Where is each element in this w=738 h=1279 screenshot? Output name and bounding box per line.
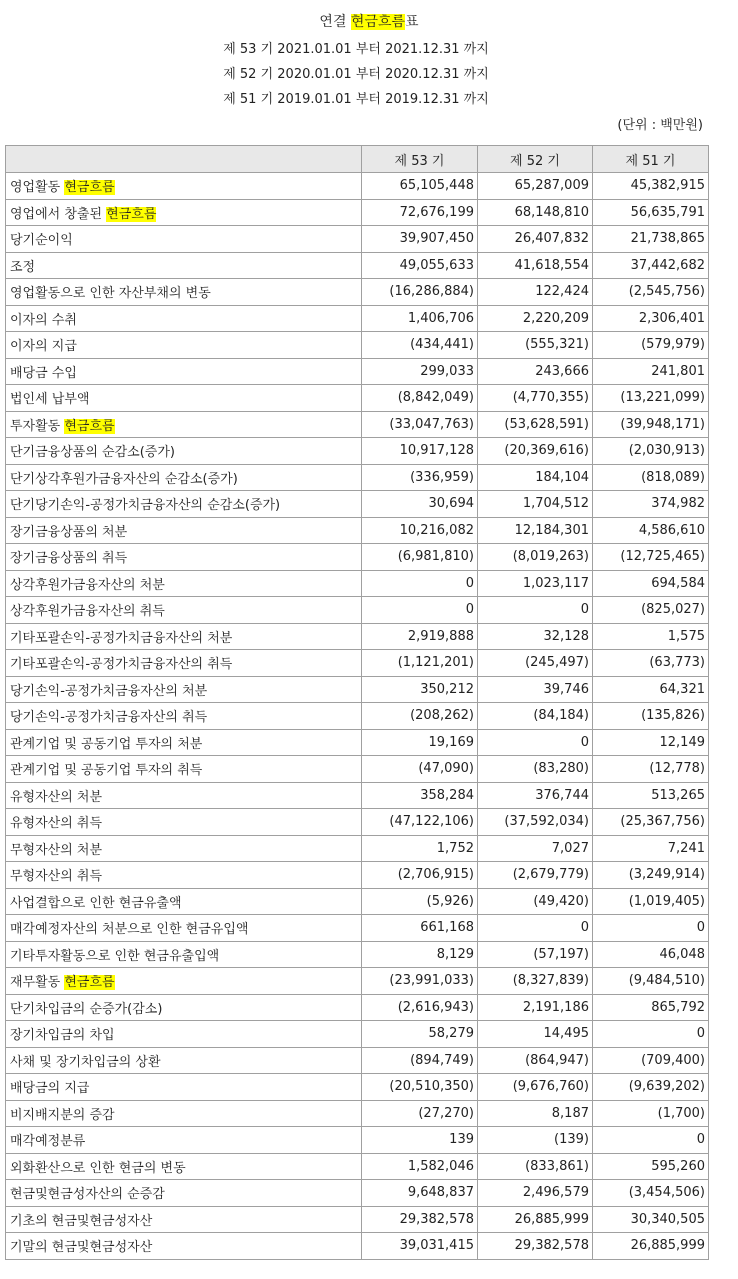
row-label: [6, 809, 362, 836]
row-label-text: 관계기업 및 공동기업 투자의 처분: [10, 736, 203, 752]
value-cell-52: (84,184): [478, 703, 593, 730]
cash-flow-table: [5, 145, 709, 1260]
row-label: [6, 332, 362, 359]
table-row: [6, 385, 709, 412]
row-label-text: 배당금 수입: [10, 365, 77, 381]
row-label-text: 매각예정자산의 처분으로 인한 현금유입액: [10, 922, 249, 938]
table-row: [6, 491, 709, 518]
value-cell-53: (2,706,915): [362, 862, 478, 889]
value-cell-53: (1,121,201): [362, 650, 478, 677]
row-label-text: 비지배지분의 증감: [10, 1107, 115, 1123]
value-cell-52: 2,220,209: [478, 305, 593, 332]
table-body: [6, 173, 709, 1260]
value-cell-51: 241,801: [593, 358, 709, 385]
row-label-text: 장기차입금의 차입: [10, 1028, 115, 1044]
value-cell-53: (27,270): [362, 1100, 478, 1127]
value-cell-51: 865,792: [593, 994, 709, 1021]
value-cell-53: 72,676,199: [362, 199, 478, 226]
value-cell-53: 65,105,448: [362, 173, 478, 200]
table-header-row: [6, 146, 709, 173]
value-cell-52: 376,744: [478, 782, 593, 809]
value-cell-51: (9,639,202): [593, 1074, 709, 1101]
value-cell-51: 37,442,682: [593, 252, 709, 279]
value-cell-53: (20,510,350): [362, 1074, 478, 1101]
table-row: [6, 517, 709, 544]
value-cell-53: 299,033: [362, 358, 478, 385]
value-cell-53: (208,262): [362, 703, 478, 730]
row-label: [6, 676, 362, 703]
value-cell-52: 29,382,578: [478, 1233, 593, 1260]
table-row: [6, 862, 709, 889]
row-label-text: 기타투자활동으로 인한 현금유출입액: [10, 948, 220, 964]
row-label-text: 사채 및 장기차입금의 상환: [10, 1054, 161, 1070]
table-row: [6, 703, 709, 730]
value-cell-51: 694,584: [593, 570, 709, 597]
value-cell-51: 513,265: [593, 782, 709, 809]
value-cell-51: (25,367,756): [593, 809, 709, 836]
row-label: [6, 1074, 362, 1101]
row-label: [6, 941, 362, 968]
value-cell-51: 1,575: [593, 623, 709, 650]
value-cell-51: (818,089): [593, 464, 709, 491]
row-label: [6, 782, 362, 809]
table-row: [6, 358, 709, 385]
row-label: [6, 968, 362, 995]
value-cell-53: 29,382,578: [362, 1206, 478, 1233]
row-label-text: 기초의 현금및현금성자산: [10, 1213, 153, 1229]
value-cell-53: 139: [362, 1127, 478, 1154]
value-cell-53: 1,752: [362, 835, 478, 862]
value-cell-53: 30,694: [362, 491, 478, 518]
row-label-text: 기타포괄손익-공정가치금융자산의 처분: [10, 630, 233, 646]
value-cell-51: 46,048: [593, 941, 709, 968]
value-cell-51: 21,738,865: [593, 226, 709, 253]
table-row: [6, 835, 709, 862]
row-label-text: 영업활동으로 인한 자산부채의 변동: [10, 286, 211, 302]
value-cell-52: 2,496,579: [478, 1180, 593, 1207]
table-row: [6, 1127, 709, 1154]
row-label: [6, 1206, 362, 1233]
row-label: [6, 491, 362, 518]
row-label: [6, 279, 362, 306]
unit-label: (단위 : 백만원): [617, 118, 703, 133]
value-cell-52: 0: [478, 915, 593, 942]
value-cell-52: 243,666: [478, 358, 593, 385]
value-cell-53: 8,129: [362, 941, 478, 968]
value-cell-52: 32,128: [478, 623, 593, 650]
value-cell-51: (39,948,171): [593, 411, 709, 438]
row-label-text: 상각후원가금융자산의 취득: [10, 604, 165, 620]
row-label: [6, 756, 362, 783]
table-row: [6, 332, 709, 359]
row-label: [6, 597, 362, 624]
row-label: [6, 703, 362, 730]
row-label: [6, 1153, 362, 1180]
table-row: [6, 464, 709, 491]
value-cell-51: 595,260: [593, 1153, 709, 1180]
row-label-highlight: 현금흐름: [64, 418, 115, 434]
value-cell-51: 64,321: [593, 676, 709, 703]
table-row: [6, 676, 709, 703]
value-cell-51: (3,249,914): [593, 862, 709, 889]
row-label-text: 유형자산의 취득: [10, 816, 103, 832]
value-cell-52: 65,287,009: [478, 173, 593, 200]
row-label-text: 단기차입금의 순증가(감소): [10, 1001, 163, 1017]
row-label: [6, 226, 362, 253]
value-cell-52: (139): [478, 1127, 593, 1154]
header-col-51: 제 51 기: [593, 146, 709, 173]
value-cell-52: (83,280): [478, 756, 593, 783]
value-cell-52: 8,187: [478, 1100, 593, 1127]
value-cell-53: 358,284: [362, 782, 478, 809]
value-cell-51: 0: [593, 1021, 709, 1048]
table-row: [6, 729, 709, 756]
row-label: [6, 199, 362, 226]
table-row: [6, 941, 709, 968]
row-label-text: 영업활동: [10, 180, 65, 196]
value-cell-53: (33,047,763): [362, 411, 478, 438]
row-label-text: 단기당기손익-공정가치금융자산의 순감소(증가): [10, 498, 281, 514]
value-cell-51: 0: [593, 1127, 709, 1154]
value-cell-51: (825,027): [593, 597, 709, 624]
row-label-text: 단기상각후원가금융자산의 순감소(증가): [10, 471, 238, 487]
row-label: [6, 729, 362, 756]
title-highlight: 현금흐름: [350, 14, 406, 30]
value-cell-52: (57,197): [478, 941, 593, 968]
value-cell-51: 4,586,610: [593, 517, 709, 544]
table-row: [6, 1206, 709, 1233]
row-label-text: 배당금의 지급: [10, 1081, 90, 1097]
value-cell-53: 1,582,046: [362, 1153, 478, 1180]
value-cell-51: (2,545,756): [593, 279, 709, 306]
table-row: [6, 623, 709, 650]
value-cell-52: (9,676,760): [478, 1074, 593, 1101]
value-cell-53: (434,441): [362, 332, 478, 359]
row-label: [6, 305, 362, 332]
value-cell-52: 68,148,810: [478, 199, 593, 226]
value-cell-51: (12,778): [593, 756, 709, 783]
value-cell-52: (4,770,355): [478, 385, 593, 412]
table-row: [6, 782, 709, 809]
table-row: [6, 544, 709, 571]
row-label-text: 매각예정분류: [10, 1134, 86, 1150]
row-label: [6, 623, 362, 650]
value-cell-53: 39,031,415: [362, 1233, 478, 1260]
value-cell-52: (8,019,263): [478, 544, 593, 571]
value-cell-53: 0: [362, 570, 478, 597]
row-label-text: 법인세 납부액: [10, 392, 90, 408]
row-label: [6, 1047, 362, 1074]
value-cell-51: 374,982: [593, 491, 709, 518]
row-label-text: 관계기업 및 공동기업 투자의 취득: [10, 763, 203, 779]
row-label-text: 상각후원가금융자산의 처분: [10, 577, 165, 593]
value-cell-51: 2,306,401: [593, 305, 709, 332]
table-row: [6, 1233, 709, 1260]
value-cell-53: 0: [362, 597, 478, 624]
row-label-text: 장기금융상품의 취득: [10, 551, 128, 567]
value-cell-53: 58,279: [362, 1021, 478, 1048]
row-label-text: 기말의 현금및현금성자산: [10, 1240, 153, 1256]
row-label: [6, 915, 362, 942]
row-label-text: 무형자산의 처분: [10, 842, 103, 858]
value-cell-52: (53,628,591): [478, 411, 593, 438]
value-cell-52: 41,618,554: [478, 252, 593, 279]
value-cell-52: 1,023,117: [478, 570, 593, 597]
value-cell-53: (5,926): [362, 888, 478, 915]
header-col-53: 제 53 기: [362, 146, 478, 173]
table-row: [6, 888, 709, 915]
row-label-text: 무형자산의 취득: [10, 869, 103, 885]
table-row: [6, 1074, 709, 1101]
value-cell-51: 7,241: [593, 835, 709, 862]
value-cell-52: 184,104: [478, 464, 593, 491]
row-label: [6, 544, 362, 571]
row-label-text: 기타포괄손익-공정가치금융자산의 취득: [10, 657, 233, 673]
value-cell-51: (2,030,913): [593, 438, 709, 465]
value-cell-51: (1,019,405): [593, 888, 709, 915]
value-cell-52: 39,746: [478, 676, 593, 703]
value-cell-53: 10,917,128: [362, 438, 478, 465]
table-row: [6, 1100, 709, 1127]
table-row: [6, 411, 709, 438]
value-cell-53: (47,122,106): [362, 809, 478, 836]
row-label: [6, 888, 362, 915]
row-label-text: 조정: [10, 259, 36, 275]
value-cell-51: (1,700): [593, 1100, 709, 1127]
value-cell-51: (3,454,506): [593, 1180, 709, 1207]
value-cell-51: (63,773): [593, 650, 709, 677]
value-cell-52: (555,321): [478, 332, 593, 359]
table-row: [6, 994, 709, 1021]
value-cell-52: 1,704,512: [478, 491, 593, 518]
table-row: [6, 968, 709, 995]
row-label-text: 당기손익-공정가치금융자산의 처분: [10, 683, 208, 699]
row-label: [6, 1127, 362, 1154]
value-cell-52: (2,679,779): [478, 862, 593, 889]
row-label: [6, 517, 362, 544]
document-title: [0, 11, 738, 33]
row-label: [6, 411, 362, 438]
row-label-text: 사업결합으로 인한 현금유출액: [10, 895, 182, 911]
row-label-text: 현금및현금성자산의 순증감: [10, 1187, 165, 1203]
value-cell-52: 26,885,999: [478, 1206, 593, 1233]
row-label: [6, 358, 362, 385]
row-label-highlight: 현금흐름: [64, 180, 115, 196]
row-label-text: 당기순이익: [10, 233, 73, 249]
value-cell-51: 12,149: [593, 729, 709, 756]
value-cell-51: (12,725,465): [593, 544, 709, 571]
row-label-text: 재무활동: [10, 975, 65, 991]
value-cell-52: (245,497): [478, 650, 593, 677]
table-row: [6, 1153, 709, 1180]
value-cell-53: (2,616,943): [362, 994, 478, 1021]
row-label-text: 이자의 지급: [10, 339, 77, 355]
table-row: [6, 570, 709, 597]
value-cell-52: 0: [478, 729, 593, 756]
value-cell-52: 7,027: [478, 835, 593, 862]
value-cell-53: (894,749): [362, 1047, 478, 1074]
value-cell-52: (49,420): [478, 888, 593, 915]
value-cell-53: 10,216,082: [362, 517, 478, 544]
row-label: [6, 173, 362, 200]
value-cell-51: 30,340,505: [593, 1206, 709, 1233]
table-row: [6, 756, 709, 783]
table-row: [6, 1021, 709, 1048]
value-cell-53: (336,959): [362, 464, 478, 491]
value-cell-52: (8,327,839): [478, 968, 593, 995]
value-cell-52: 12,184,301: [478, 517, 593, 544]
table-row: [6, 1180, 709, 1207]
value-cell-51: 0: [593, 915, 709, 942]
value-cell-53: (23,991,033): [362, 968, 478, 995]
row-label: [6, 438, 362, 465]
row-label-text: 투자활동: [10, 418, 65, 434]
value-cell-53: 2,919,888: [362, 623, 478, 650]
table-row: [6, 305, 709, 332]
row-label: [6, 835, 362, 862]
value-cell-53: 39,907,450: [362, 226, 478, 253]
value-cell-52: 0: [478, 597, 593, 624]
table-row: [6, 650, 709, 677]
value-cell-53: (6,981,810): [362, 544, 478, 571]
row-label-text: 외화환산으로 인한 현금의 변동: [10, 1160, 186, 1176]
row-label-text: 당기손익-공정가치금융자산의 취득: [10, 710, 208, 726]
value-cell-52: (833,861): [478, 1153, 593, 1180]
table-row: [6, 809, 709, 836]
row-label-text: 이자의 수취: [10, 312, 77, 328]
header-label-col: [6, 146, 362, 173]
title-suffix: 표: [405, 14, 419, 30]
row-label-text: 영업에서 창출된: [10, 206, 107, 222]
value-cell-52: (864,947): [478, 1047, 593, 1074]
table-row: [6, 1047, 709, 1074]
value-cell-53: (8,842,049): [362, 385, 478, 412]
row-label: [6, 464, 362, 491]
value-cell-51: (13,221,099): [593, 385, 709, 412]
row-label: [6, 1021, 362, 1048]
period-52: 제 52 기 2020.01.01 부터 2020.12.31 까지: [223, 67, 489, 82]
period-51: 제 51 기 2019.01.01 부터 2019.12.31 까지: [223, 92, 489, 107]
value-cell-53: 49,055,633: [362, 252, 478, 279]
value-cell-52: (20,369,616): [478, 438, 593, 465]
value-cell-53: 350,212: [362, 676, 478, 703]
row-label: [6, 385, 362, 412]
value-cell-52: 122,424: [478, 279, 593, 306]
row-label-text: 장기금융상품의 처분: [10, 524, 128, 540]
row-label-text: 유형자산의 처분: [10, 789, 103, 805]
row-label-highlight: 현금흐름: [64, 975, 115, 991]
value-cell-52: 2,191,186: [478, 994, 593, 1021]
row-label-text: 단기금융상품의 순감소(증가): [10, 445, 175, 461]
row-label: [6, 1233, 362, 1260]
table-row: [6, 226, 709, 253]
row-label: [6, 1180, 362, 1207]
value-cell-53: 19,169: [362, 729, 478, 756]
value-cell-53: 1,406,706: [362, 305, 478, 332]
row-label: [6, 1100, 362, 1127]
row-label: [6, 570, 362, 597]
row-label: [6, 862, 362, 889]
value-cell-51: (579,979): [593, 332, 709, 359]
period-53: 제 53 기 2021.01.01 부터 2021.12.31 까지: [223, 42, 489, 57]
header-col-52: 제 52 기: [478, 146, 593, 173]
value-cell-53: (47,090): [362, 756, 478, 783]
table-row: [6, 173, 709, 200]
value-cell-53: 661,168: [362, 915, 478, 942]
title-prefix: 연결: [319, 14, 351, 30]
row-label: [6, 994, 362, 1021]
row-label-highlight: 현금흐름: [106, 206, 157, 222]
table-row: [6, 279, 709, 306]
row-label: [6, 252, 362, 279]
table-row: [6, 597, 709, 624]
table-row: [6, 438, 709, 465]
value-cell-52: (37,592,034): [478, 809, 593, 836]
table-row: [6, 915, 709, 942]
value-cell-53: (16,286,884): [362, 279, 478, 306]
value-cell-51: 56,635,791: [593, 199, 709, 226]
table-row: [6, 252, 709, 279]
value-cell-51: 26,885,999: [593, 1233, 709, 1260]
table-row: [6, 199, 709, 226]
value-cell-51: (9,484,510): [593, 968, 709, 995]
value-cell-51: 45,382,915: [593, 173, 709, 200]
value-cell-52: 14,495: [478, 1021, 593, 1048]
value-cell-52: 26,407,832: [478, 226, 593, 253]
value-cell-51: (135,826): [593, 703, 709, 730]
value-cell-53: 9,648,837: [362, 1180, 478, 1207]
value-cell-51: (709,400): [593, 1047, 709, 1074]
row-label: [6, 650, 362, 677]
